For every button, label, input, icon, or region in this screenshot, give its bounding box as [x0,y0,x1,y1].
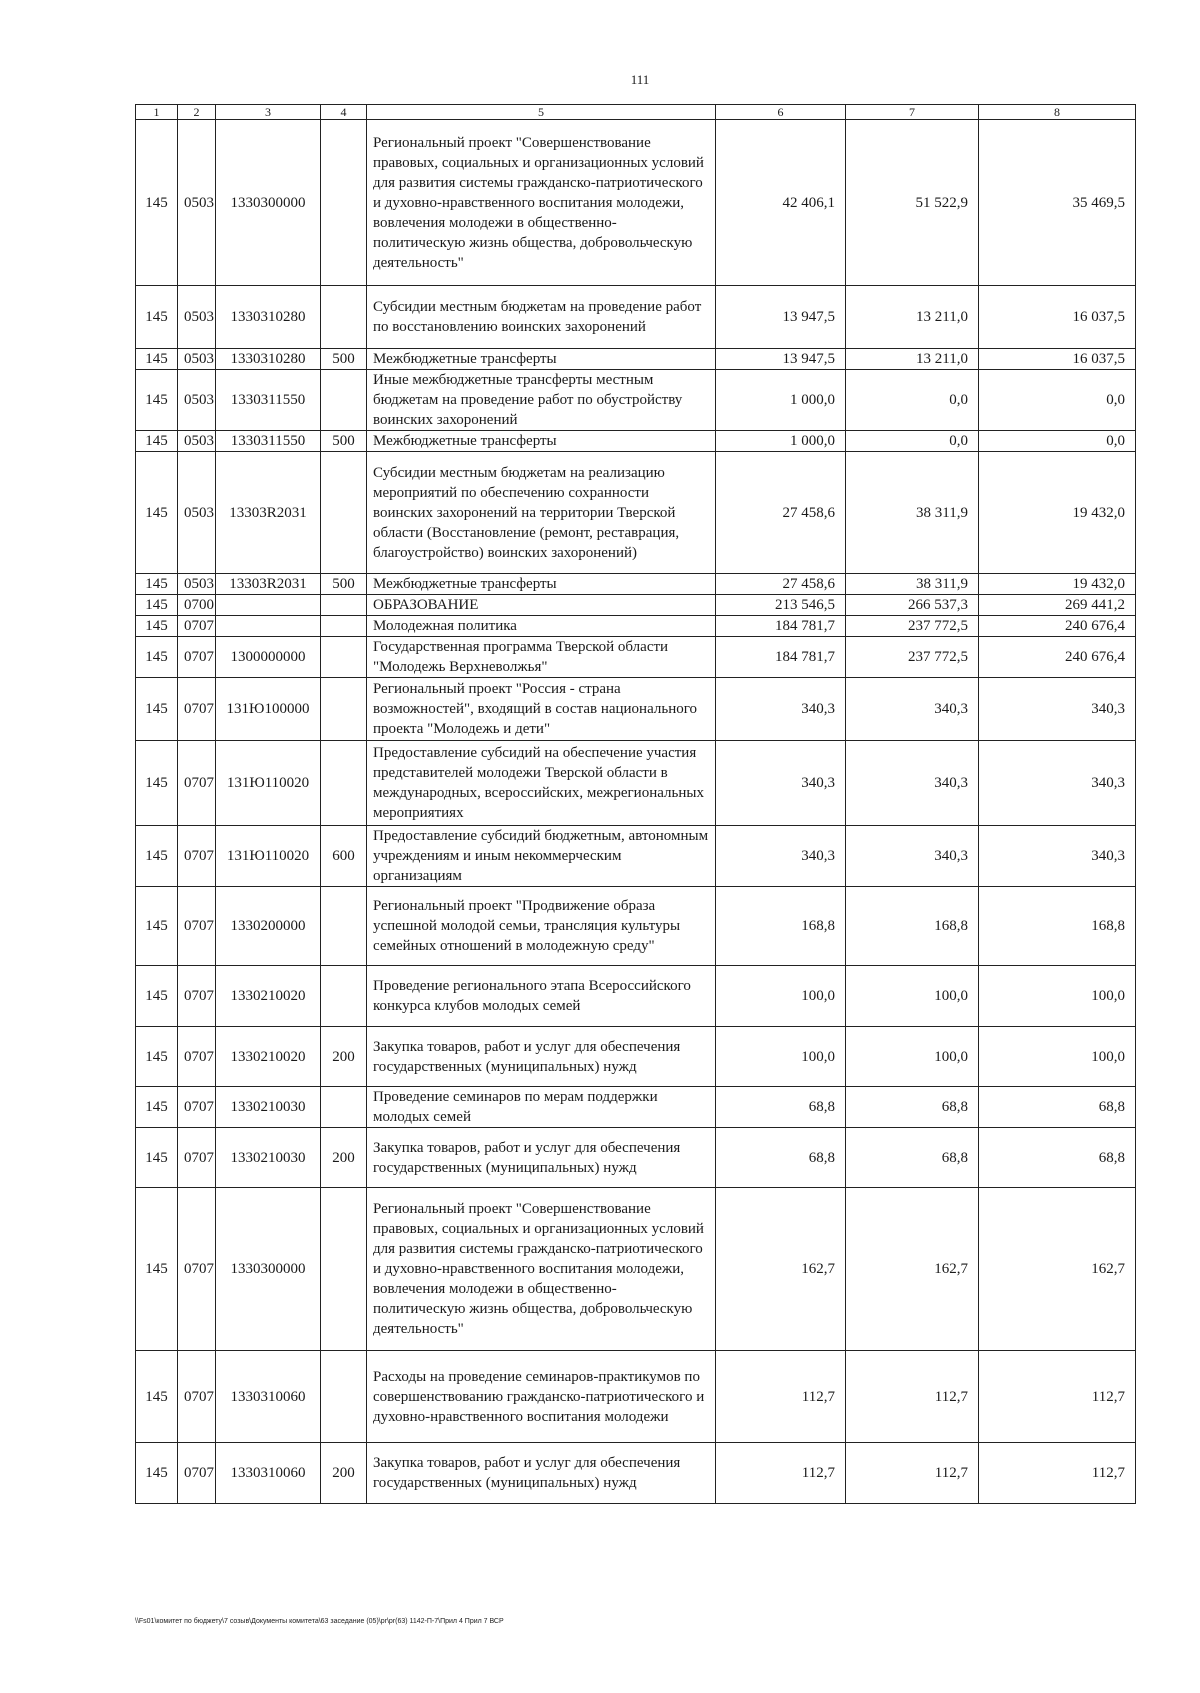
cell-section-code: 0707 [178,887,216,966]
cell-description: Межбюджетные трансферты [367,574,716,595]
cell-amount-col6: 1 000,0 [716,431,846,452]
cell-expense-type [321,1351,367,1443]
cell-amount-col8: 16 037,5 [979,349,1136,370]
cell-admin-code: 145 [136,452,178,574]
cell-description: Предоставление субсидий бюджетным, автономным учреждениям и иным некоммерческим организациям [367,826,716,887]
cell-section-code: 0503 [178,349,216,370]
cell-description: Расходы на проведение семинаров-практикумов по совершенствованию гражданско-патриотического и духовно-нравственного воспитания молодежи [367,1351,716,1443]
cell-admin-code: 145 [136,1188,178,1351]
cell-admin-code: 145 [136,966,178,1027]
cell-admin-code: 145 [136,1087,178,1128]
cell-admin-code: 145 [136,741,178,826]
table-row [136,1087,1136,1128]
cell-admin-code: 145 [136,349,178,370]
table-row [136,887,1136,966]
cell-amount-col6: 13 947,5 [716,349,846,370]
cell-target-code: 1330210030 [216,1128,321,1188]
cell-amount-col8: 19 432,0 [979,574,1136,595]
cell-expense-type [321,370,367,431]
cell-amount-col7: 237 772,5 [846,637,979,678]
cell-amount-col8: 240 676,4 [979,637,1136,678]
cell-target-code: 1330311550 [216,431,321,452]
cell-section-code: 0503 [178,370,216,431]
cell-amount-col7: 112,7 [846,1443,979,1504]
cell-admin-code: 145 [136,826,178,887]
cell-section-code: 0503 [178,120,216,286]
cell-target-code: 13303R2031 [216,574,321,595]
cell-amount-col8: 340,3 [979,826,1136,887]
table-row [136,1351,1136,1443]
cell-amount-col6: 68,8 [716,1128,846,1188]
cell-section-code: 0707 [178,1443,216,1504]
cell-description: Межбюджетные трансферты [367,431,716,452]
cell-amount-col7: 100,0 [846,1027,979,1087]
cell-admin-code: 145 [136,286,178,349]
cell-amount-col7: 100,0 [846,966,979,1027]
cell-admin-code: 145 [136,574,178,595]
cell-target-code: 1330310060 [216,1443,321,1504]
cell-expense-type [321,887,367,966]
cell-section-code: 0707 [178,678,216,741]
cell-amount-col6: 100,0 [716,966,846,1027]
table-row [136,1128,1136,1188]
cell-description: Межбюджетные трансферты [367,349,716,370]
cell-expense-type: 200 [321,1128,367,1188]
cell-admin-code: 145 [136,1351,178,1443]
cell-description: Региональный проект "Продвижение образа успешной молодой семьи, трансляция культуры семейных отношений в молодежную среду" [367,887,716,966]
cell-admin-code: 145 [136,595,178,616]
cell-amount-col8: 68,8 [979,1128,1136,1188]
table-row [136,1027,1136,1087]
cell-description: Проведение семинаров по мерам поддержки молодых семей [367,1087,716,1128]
cell-amount-col6: 112,7 [716,1351,846,1443]
cell-expense-type: 200 [321,1027,367,1087]
cell-amount-col7: 38 311,9 [846,574,979,595]
cell-admin-code: 145 [136,616,178,637]
cell-target-code [216,616,321,637]
cell-expense-type: 500 [321,574,367,595]
cell-description: Проведение регионального этапа Всероссийского конкурса клубов молодых семей [367,966,716,1027]
cell-section-code: 0503 [178,431,216,452]
table-row [136,286,1136,349]
cell-expense-type [321,120,367,286]
header-col-4: 4 [321,105,367,120]
cell-amount-col6: 162,7 [716,1188,846,1351]
cell-amount-col7: 68,8 [846,1128,979,1188]
cell-amount-col6: 184 781,7 [716,637,846,678]
cell-amount-col8: 0,0 [979,370,1136,431]
cell-amount-col6: 112,7 [716,1443,846,1504]
cell-amount-col7: 68,8 [846,1087,979,1128]
cell-expense-type [321,452,367,574]
cell-description: Иные межбюджетные трансферты местным бюджетам на проведение работ по обустройству воинских захоронений [367,370,716,431]
cell-amount-col6: 1 000,0 [716,370,846,431]
cell-amount-col6: 168,8 [716,887,846,966]
cell-section-code: 0707 [178,1128,216,1188]
cell-amount-col6: 42 406,1 [716,120,846,286]
cell-amount-col6: 340,3 [716,678,846,741]
cell-admin-code: 145 [136,678,178,741]
header-col-3: 3 [216,105,321,120]
cell-amount-col6: 68,8 [716,1087,846,1128]
cell-amount-col8: 240 676,4 [979,616,1136,637]
cell-target-code: 1330310060 [216,1351,321,1443]
cell-amount-col6: 340,3 [716,741,846,826]
cell-amount-col7: 266 537,3 [846,595,979,616]
cell-amount-col7: 237 772,5 [846,616,979,637]
cell-amount-col7: 168,8 [846,887,979,966]
cell-description: Закупка товаров, работ и услуг для обеспечения государственных (муниципальных) нужд [367,1128,716,1188]
table-row [136,616,1136,637]
table-row [136,574,1136,595]
cell-expense-type: 600 [321,826,367,887]
cell-expense-type [321,616,367,637]
cell-description: Молодежная политика [367,616,716,637]
header-col-1: 1 [136,105,178,120]
cell-amount-col7: 0,0 [846,370,979,431]
cell-target-code [216,595,321,616]
header-col-7: 7 [846,105,979,120]
cell-section-code: 0707 [178,826,216,887]
cell-amount-col8: 269 441,2 [979,595,1136,616]
cell-description: Субсидии местным бюджетам на реализацию мероприятий по обеспечению сохранности воинских захоронений на территории Тверской области (Восстановление (ремонт, реставрация, благоустройство) воинских захоронений) [367,452,716,574]
cell-expense-type [321,637,367,678]
table-row [136,370,1136,431]
cell-amount-col7: 162,7 [846,1188,979,1351]
header-col-2: 2 [178,105,216,120]
cell-admin-code: 145 [136,1443,178,1504]
cell-description: Предоставление субсидий на обеспечение участия представителей молодежи Тверской области в международных, всероссийских, межрегиональных мероприятиях [367,741,716,826]
header-col-6: 6 [716,105,846,120]
cell-expense-type [321,678,367,741]
cell-amount-col8: 340,3 [979,678,1136,741]
cell-amount-col6: 13 947,5 [716,286,846,349]
cell-amount-col8: 168,8 [979,887,1136,966]
cell-description: Региональный проект "Совершенствование правовых, социальных и организационных условий для развития системы гражданско-патриотического и духовно-нравственного воспитания молодежи, вовлечения молодежи в общественно-политическую жизнь общества, добровольческую деятельность" [367,1188,716,1351]
cell-target-code: 1330300000 [216,1188,321,1351]
cell-amount-col8: 100,0 [979,1027,1136,1087]
budget-table [135,104,1136,1504]
cell-description: Государственная программа Тверской области "Молодежь Верхневолжья" [367,637,716,678]
cell-admin-code: 145 [136,887,178,966]
cell-expense-type [321,741,367,826]
cell-section-code: 0503 [178,286,216,349]
cell-amount-col8: 162,7 [979,1188,1136,1351]
cell-admin-code: 145 [136,1128,178,1188]
cell-amount-col7: 13 211,0 [846,349,979,370]
cell-target-code: 1330210020 [216,966,321,1027]
cell-expense-type: 200 [321,1443,367,1504]
cell-target-code: 1330310280 [216,349,321,370]
cell-amount-col7: 112,7 [846,1351,979,1443]
cell-amount-col6: 27 458,6 [716,452,846,574]
cell-section-code: 0707 [178,637,216,678]
footer-file-path: \\Fs01\комитет по бюджету\7 созыв\Документы комитета\63 заседание (05)\pr\pr(63) 1142-П-7\Прил 4 Прил 7 ВСР [135,1618,504,1625]
cell-amount-col7: 13 211,0 [846,286,979,349]
cell-section-code: 0700 [178,595,216,616]
cell-amount-col8: 16 037,5 [979,286,1136,349]
cell-target-code: 13303R2031 [216,452,321,574]
cell-expense-type: 500 [321,431,367,452]
cell-section-code: 0707 [178,1027,216,1087]
table-row [136,637,1136,678]
cell-amount-col7: 51 522,9 [846,120,979,286]
cell-target-code: 131Ю100000 [216,678,321,741]
cell-amount-col8: 68,8 [979,1087,1136,1128]
cell-amount-col6: 340,3 [716,826,846,887]
cell-amount-col8: 19 432,0 [979,452,1136,574]
table-row [136,595,1136,616]
header-col-8: 8 [979,105,1136,120]
cell-amount-col8: 0,0 [979,431,1136,452]
cell-section-code: 0707 [178,1087,216,1128]
cell-description: Закупка товаров, работ и услуг для обеспечения государственных (муниципальных) нужд [367,1027,716,1087]
cell-amount-col7: 38 311,9 [846,452,979,574]
header-row [136,105,1136,120]
cell-amount-col8: 100,0 [979,966,1136,1027]
cell-amount-col6: 213 546,5 [716,595,846,616]
cell-section-code: 0707 [178,616,216,637]
cell-admin-code: 145 [136,120,178,286]
cell-amount-col8: 35 469,5 [979,120,1136,286]
table-row [136,1188,1136,1351]
cell-target-code: 1330210020 [216,1027,321,1087]
page-number: 111 [630,72,650,87]
cell-amount-col8: 112,7 [979,1443,1136,1504]
cell-expense-type [321,966,367,1027]
table-row [136,431,1136,452]
cell-amount-col7: 0,0 [846,431,979,452]
table-row [136,826,1136,887]
cell-expense-type [321,1087,367,1128]
cell-amount-col6: 27 458,6 [716,574,846,595]
cell-description: Региональный проект "Россия - страна возможностей", входящий в состав национального проекта "Молодежь и дети" [367,678,716,741]
cell-target-code: 1330310280 [216,286,321,349]
cell-section-code: 0503 [178,574,216,595]
cell-section-code: 0707 [178,741,216,826]
cell-amount-col8: 112,7 [979,1351,1136,1443]
table-row [136,678,1136,741]
cell-target-code: 1330300000 [216,120,321,286]
cell-target-code: 131Ю110020 [216,826,321,887]
cell-amount-col7: 340,3 [846,826,979,887]
cell-admin-code: 145 [136,1027,178,1087]
cell-target-code: 131Ю110020 [216,741,321,826]
cell-target-code: 1330311550 [216,370,321,431]
table-row [136,966,1136,1027]
cell-section-code: 0707 [178,966,216,1027]
cell-description: Субсидии местным бюджетам на проведение работ по восстановлению воинских захоронений [367,286,716,349]
cell-amount-col8: 340,3 [979,741,1136,826]
table-body [136,120,1136,1504]
cell-target-code: 1300000000 [216,637,321,678]
cell-description: ОБРАЗОВАНИЕ [367,595,716,616]
cell-amount-col7: 340,3 [846,678,979,741]
cell-admin-code: 145 [136,370,178,431]
cell-amount-col6: 100,0 [716,1027,846,1087]
table-row [136,741,1136,826]
table-row [136,452,1136,574]
cell-section-code: 0707 [178,1351,216,1443]
cell-target-code: 1330200000 [216,887,321,966]
cell-expense-type [321,1188,367,1351]
cell-description: Региональный проект "Совершенствование правовых, социальных и организационных условий для развития системы гражданско-патриотического и духовно-нравственного воспитания молодежи, вовлечения молодежи в общественно-политическую жизнь общества, добровольческую деятельность" [367,120,716,286]
cell-amount-col6: 184 781,7 [716,616,846,637]
table-row [136,120,1136,286]
header-col-5: 5 [367,105,716,120]
table-row [136,1443,1136,1504]
cell-section-code: 0503 [178,452,216,574]
cell-expense-type [321,595,367,616]
cell-target-code: 1330210030 [216,1087,321,1128]
cell-admin-code: 145 [136,431,178,452]
cell-expense-type [321,286,367,349]
cell-amount-col7: 340,3 [846,741,979,826]
cell-expense-type: 500 [321,349,367,370]
cell-description: Закупка товаров, работ и услуг для обеспечения государственных (муниципальных) нужд [367,1443,716,1504]
cell-section-code: 0707 [178,1188,216,1351]
table-row [136,349,1136,370]
cell-admin-code: 145 [136,637,178,678]
